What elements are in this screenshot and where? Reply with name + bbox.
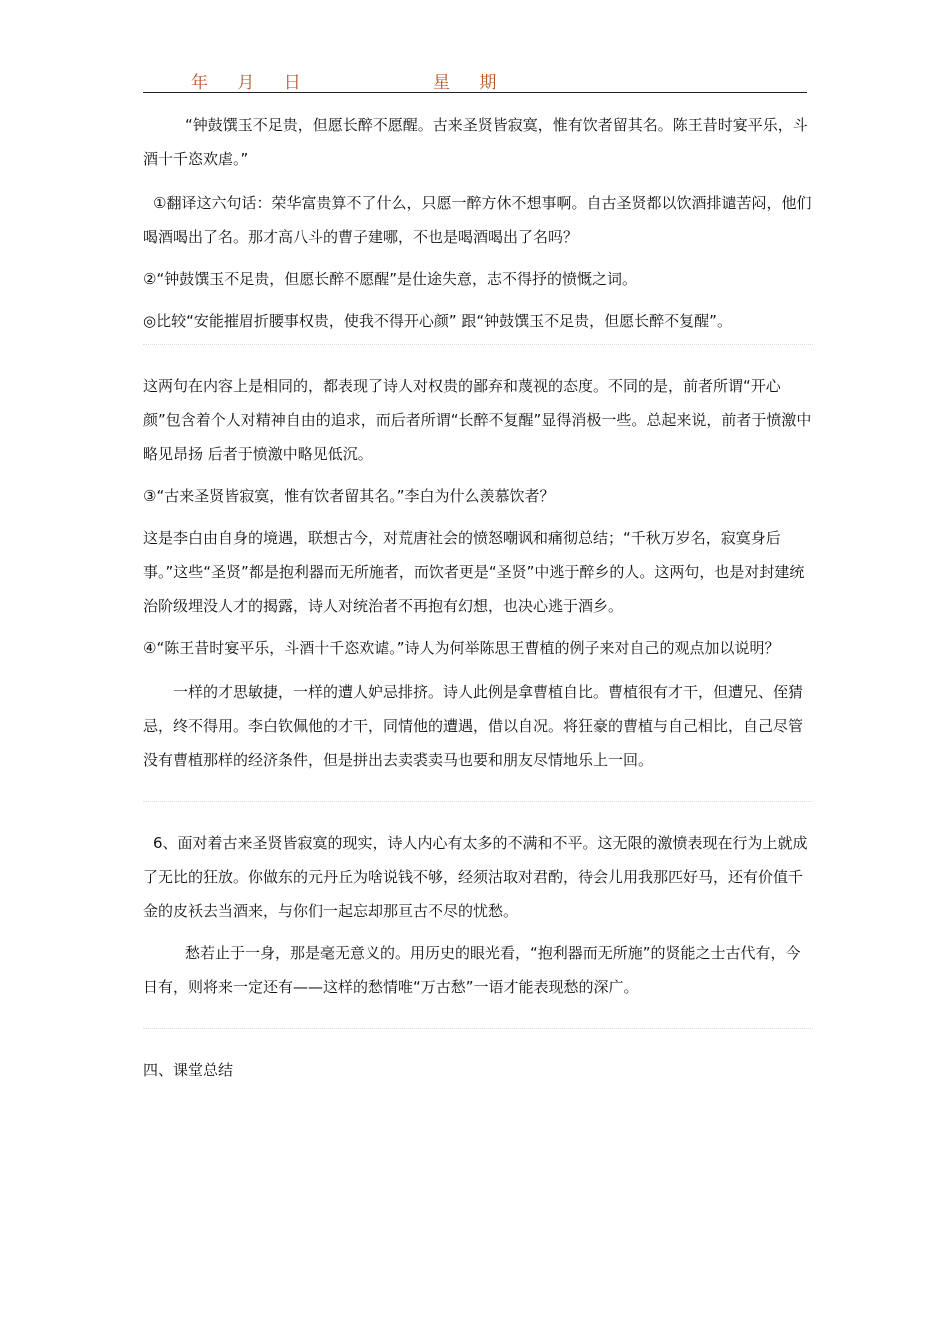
- quote-paragraph: “钟鼓馔玉不足贵，但愿长醉不愿醒。古来圣贤皆寂寞，惟有饮者留其名。陈王昔时宴平乐，斗酒十千恣欢虐。”: [143, 116, 808, 168]
- divider: [143, 344, 813, 359]
- comparison-paragraph: ◎比较“安能摧眉折腰事权贵，使我不得开心颜” 跟“钟鼓馔玉不足贵，但愿长醉不复醒”。: [143, 312, 732, 330]
- section-heading-summary: 四、课堂总结: [143, 1061, 234, 1079]
- question-4-answer-paragraph: 一样的才思敏捷，一样的遭人妒忌排挤。诗人此例是拿曹植自比。曹植很有才干，但遭兄、侄猜忌，终不得用。李白钦佩他的才干，同情他的遭遇，借以自况。将狂豪的曹植与自己相比，自己尽管没有曹植那样的经济条件，但是拼出去卖裘卖马也要和朋友尽情地乐上一回。: [143, 683, 804, 769]
- date-label: 年 月 日: [191, 73, 313, 93]
- question-2-paragraph: ②“钟鼓馔玉不足贵，但愿长醉不愿醒”是仕途失意，志不得抒的愤慨之词。: [143, 270, 637, 288]
- comparison-answer-paragraph: 这两句在内容上是相同的，都表现了诗人对权贵的鄙弃和蔑视的态度。不同的是，前者所谓“开心颜”包含着个人对精神自由的追求，而后者所谓“长醉不复醒”显得消极一些。总起来说，前者于愤激中略见昂扬 后者于愤激中略见低沉。: [143, 377, 812, 463]
- divider: [143, 1028, 813, 1043]
- page-header: [143, 64, 807, 93]
- translation-paragraph: ①翻译这六句话：荣华富贵算不了什么，只愿一醉方休不想事啊。自古圣贤都以饮酒排谴苦闷，他们喝酒喝出了名。那才高八斗的曹子建哪，不也是喝酒喝出了名吗？: [143, 194, 812, 246]
- question-4-paragraph: ④“陈王昔时宴平乐，斗酒十千恣欢谑。”诗人为何举陈思王曹植的例子来对自己的观点加以说明？: [143, 639, 780, 657]
- section-6-note-paragraph: 愁若止于一身，那是毫无意义的。用历史的眼光看，“抱利器而无所施”的贤能之士古代有，今日有，则将来一定还有——这样的愁情唯“万古愁”一语才能表现愁的深广。: [143, 944, 801, 996]
- question-3-paragraph: ③“古来圣贤皆寂寞，惟有饮者留其名。”李白为什么羡慕饮者？: [143, 487, 555, 505]
- section-6-paragraph: 6、面对着古来圣贤皆寂寞的现实，诗人内心有太多的不满和不平。这无限的激愤表现在行为上就成了无比的狂放。你做东的元丹丘为啥说钱不够，经须沽取对君酌，待会儿用我那匹好马，还有价值千金的皮袄去当酒来，与你们一起忘却那亘古不尽的忧愁。: [143, 834, 808, 920]
- weekday-label: 星 期: [433, 73, 509, 93]
- divider: [143, 801, 813, 816]
- question-3-answer-paragraph: 这是李白由自身的境遇，联想古今，对荒唐社会的愤怒嘲讽和痛彻总结；“千秋万岁名，寂寞身后事。”这些“圣贤”都是抱利器而无所施者，而饮者更是“圣贤”中逃于醉乡的人。这两句，也是对封建统治阶级埋没人才的揭露，诗人对统治者不再抱有幻想，也决心逃于酒乡。: [143, 529, 805, 615]
- document-body: [143, 108, 813, 1087]
